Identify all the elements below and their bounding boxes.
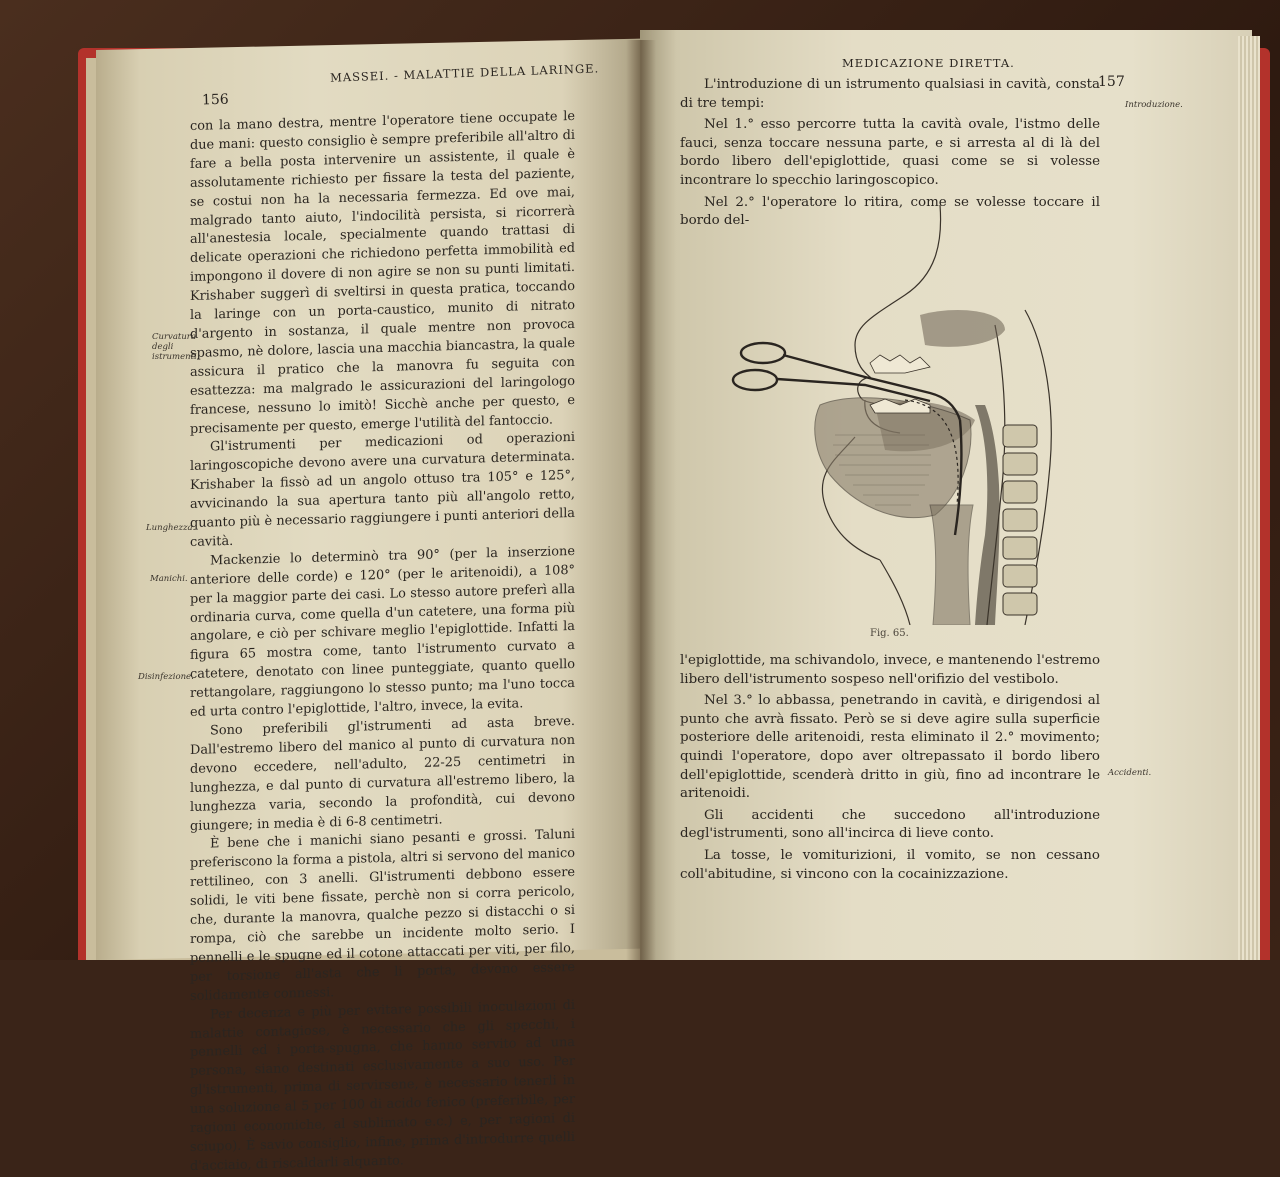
right-page-text-bottom bbox=[680, 652, 1100, 887]
figure-caption: Fig. 65. bbox=[870, 628, 909, 639]
right-page-edges bbox=[1238, 36, 1260, 960]
margin-note-curvatura: Curvatura degli istrumenti. bbox=[152, 332, 200, 362]
right-paragraph-step2-cont: l'epiglottide, ma schivandolo, invece, e mantenendo l'estremo libero dell'istrumento sospeso nell'orifizio del vestibolo. bbox=[680, 653, 1101, 687]
right-paragraph-intro: L'introduzione di un istrumento qualsiasi in cavità, consta di tre tempi: bbox=[680, 77, 1100, 111]
right-paragraph-step2: Nel 2.° l'operatore lo ritira, come se volesse toccare il bordo del- bbox=[680, 194, 1100, 229]
left-page-number: 156 bbox=[201, 91, 229, 109]
left-page-text bbox=[190, 108, 575, 1177]
right-paragraph-cough: La tosse, le vomiturizioni, il vomito, se non cessano coll'abitudine, si vincono con la cocainizzazione. bbox=[680, 847, 1100, 882]
right-paragraph-accidents: Gli accidenti che succedono all'introduzione degl'istrumenti, sono all'incirca di lieve conto. bbox=[680, 807, 1100, 842]
margin-note-manichi: Manichi. bbox=[150, 574, 188, 584]
margin-note-lunghezza: Lunghezza. bbox=[146, 523, 196, 533]
left-paragraph-5: È bene che i manichi siano pesanti e grossi. Taluni preferiscono la forma a pistola, altri si servono del manico rettilineo, con 3 anelli. Gl'istrumenti debbono essere solidi, le viti bene fissate, perchè non si corra pericolo, che, durante la manovra, qualche pezzo si distacchi o si rompa, ciò che sarebbe un incidente molto serio. I pennelli e le spugne ed il cotone attaccati per viti, per filo, per torsione all'asta che li porta, devono essere solidamente connessi. bbox=[190, 827, 575, 1004]
right-paragraph-step3: Nel 3.° lo abbassa, penetrando in cavità, e dirigendosi al punto che avrà fissato. Però se si deve agire sulla superficie posteriore delle aritenoidi, resta eliminato il 2.° movimento; quindi l'operatore, dopo aver oltrepassato il bordo libero dell'epiglottide, scenderà dritto in giù, fino ad incontrare le aritenoidi. bbox=[680, 693, 1100, 802]
margin-note-accidenti: Accidenti. bbox=[1108, 768, 1152, 778]
margin-note-introduzione: Introduzione. bbox=[1125, 100, 1183, 110]
left-running-head: MASSEI. - MALATTIE DELLA LARINGE. bbox=[329, 61, 600, 85]
anatomical-figure bbox=[705, 205, 1080, 625]
book-gutter-shadow bbox=[626, 40, 656, 960]
left-paragraph-2: Gl'istrumenti per medicazioni od operazioni laringoscopiche devono avere una curvatura determinata. Krishaber la fissò ad un angolo ottuso tra 105° e 125°, avvicinando la sua apertura tanto più all'angolo retto, quanto più è necessario raggiungere i punti anteriori della cavità. bbox=[190, 430, 575, 550]
right-running-head: MEDICAZIONE DIRETTA. bbox=[842, 56, 1015, 70]
left-paragraph-4: Sono preferibili gl'istrumenti ad asta breve. Dall'estremo libero del manico al punto di curvatura non devono eccedere, nell'adulto, 22-25 centimetri in lunghezza, e dal punto di curvatura all'estremo libero, la lunghezza varia, secondo la profondità, cui devono giungere; in media è di 6-8 centimetri. bbox=[190, 713, 575, 834]
left-paragraph-3: Mackenzie lo determinò tra 90° (per la inserzione anteriore delle corde) e 120° (per le aritenoidi), a 108° per la maggior parte dei casi. Lo stesso autore preferì alla ordinaria curva, come quella d'un catetere, una forma più angolare, e ciò per schivare meglio l'epiglottide. Infatti la figura 65 mostra come, tanto l'istrumento curvato a catetere, denotato con linee punteggiate, quanto quello rettangolare, raggiungono lo stesso punto; ma l'uno tocca ed urta contro l'epiglottide, l'altro, invece, la evita. bbox=[190, 543, 575, 721]
margin-note-disinfezione: Disinfezione. bbox=[138, 672, 194, 682]
left-paragraph-1: con la mano destra, mentre l'operatore tiene occupate le due mani: questo consiglio è sempre preferibile all'altro di fare a bella posta intervenire un assistente, il quale è assolutamente richiesto per fissare la testa del paziente, se costui non ha la necessaria fermezza. Ed ove mai, malgrado tanto aiuto, l'indocilità persista, si ricorrerà all'anestesia locale, specialmente quando trattasi di delicate operazioni che richiedono perfetta immobilità ed impongono il dovere di non agire se non su punti limitati. Krishaber suggerì di sveltirsi in questa pratica, toccando la laringe con un porta-caustico, munito di nitrato d'argento in sostanza, il quale mentre non provoca spasmo, nè dolore, lascia una macchia biancastra, la quale assicura il pratico che la manovra fu seguita con esattezza: ma malgrado le assicurazioni del laringologo francese, nessuno lo imitò! Sicchè anche per questo, e precisamente per questo, emerge l'utilità del fantoccio. bbox=[190, 108, 575, 437]
right-paragraph-step1: Nel 1.° esso percorre tutta la cavità ovale, l'istmo delle fauci, senza toccare nessuna parte, e si arresta al di là del bordo libero dell'epiglottide, quasi come se si volesse incontrare lo specchio laringoscopico. bbox=[680, 117, 1100, 188]
right-page-number: 157 bbox=[1098, 74, 1125, 90]
left-paragraph-6: Per decenza e più per evitare possibili inoculazioni di malattie contagiose, è necessario che gli specchi, i pennelli ed i porta-spugna, che hanno servito ad una persona, siano destinati esclusivamente a suo uso. Per gl'istrumenti, prima di servirsene, è necessario tenerli in una soluzione al 5 per 100 di acido fenico (preferibile, per ragioni economiche, al sublimato e.c.) e, per ragioni di sciupo). È savio consiglio, infine, prima d'introdurre quelli d'acciaio, di riscaldarli alquanto. bbox=[190, 997, 575, 1174]
